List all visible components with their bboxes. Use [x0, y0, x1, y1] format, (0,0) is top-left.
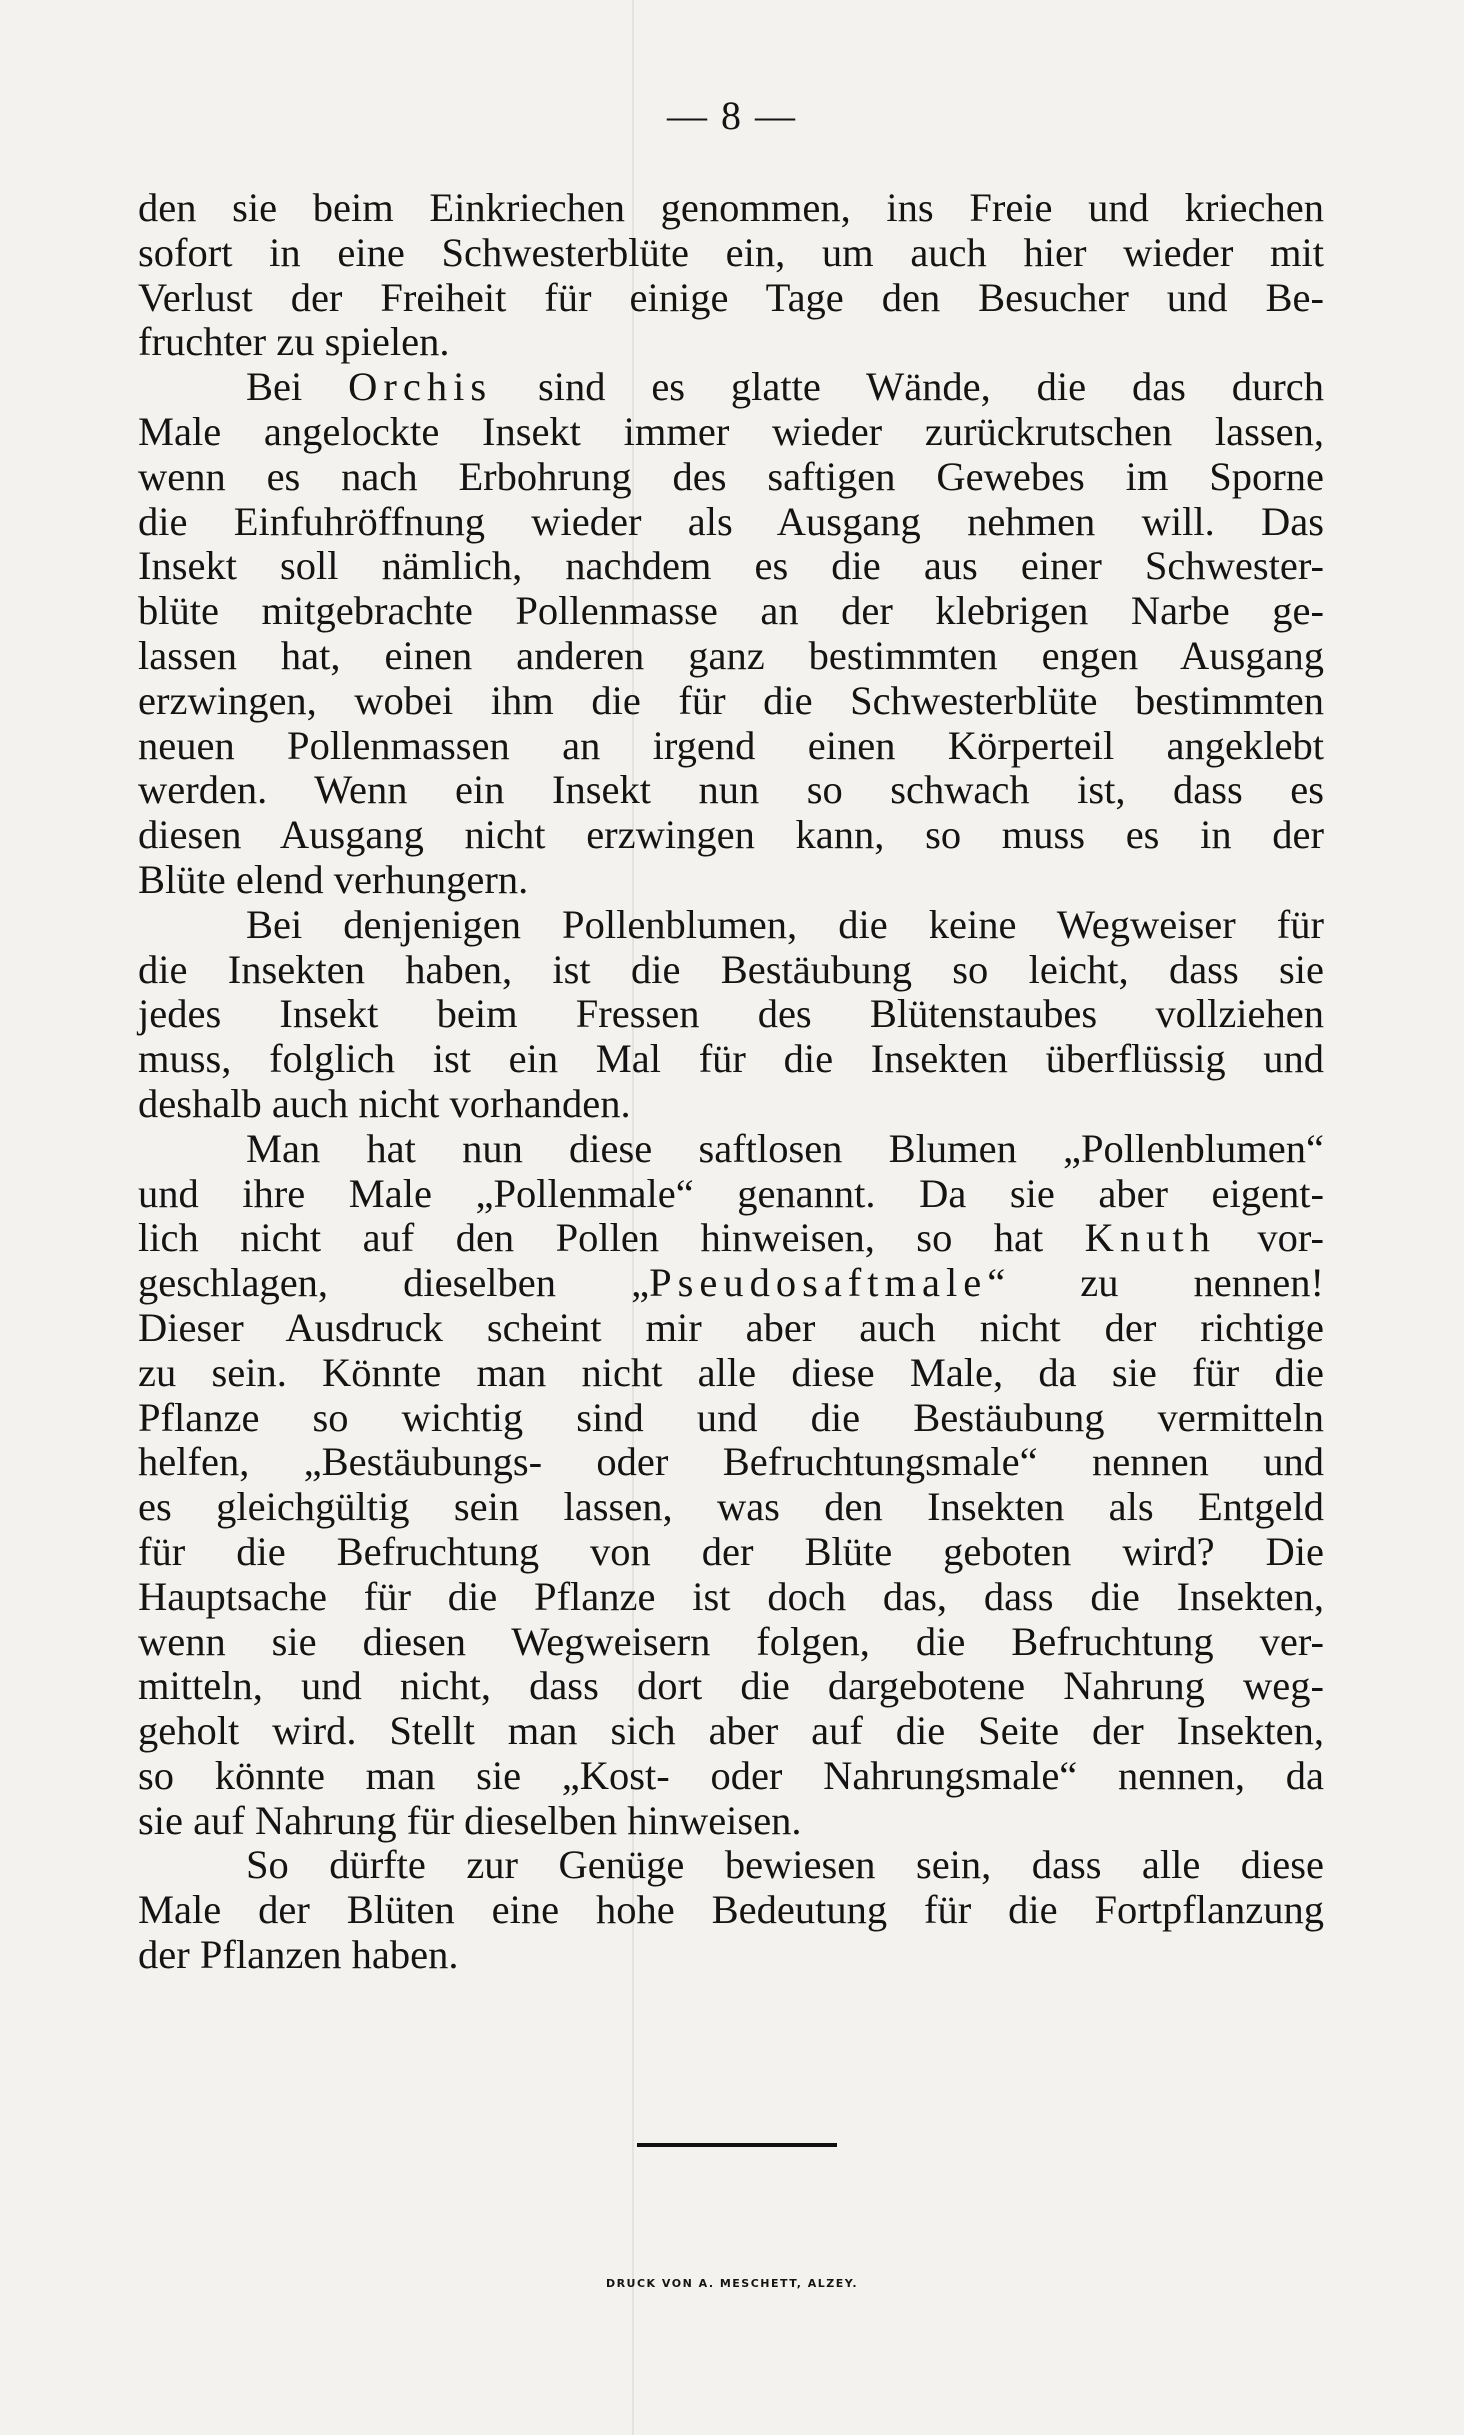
text-line: helfen, „Bestäubungs- oder Befruchtungsmale“ nennen und [138, 1439, 1324, 1485]
text-line: die Insekten haben, ist die Bestäubung so leicht, dass sie [138, 946, 1324, 992]
text-line: sofort in eine Schwesterblüte ein, um auch hier wieder mit [138, 229, 1324, 275]
text-line: die Einfuhröffnung wieder als Ausgang nehmen will. Das [138, 498, 1324, 544]
text-line: für die Befruchtung von der Blüte geboten wird? Die [138, 1528, 1324, 1574]
text-line: Male angelockte Insekt immer wieder zurückrutschen lassen, [138, 408, 1324, 454]
text-line: es gleichgültig sein lassen, was den Insekten als Entgeld [138, 1484, 1324, 1530]
paragraph-3 [138, 903, 1324, 1127]
printer-imprint: DRUCK VON A. MESCHETT, ALZEY. [605, 2277, 859, 2290]
paragraph-2 [138, 365, 1324, 903]
text-fragment: vor- [1257, 1215, 1325, 1261]
spaced-term-orchis: Orchis [348, 364, 493, 410]
end-rule [637, 2143, 837, 2147]
spaced-term-pseudosaftmale: Pseudosaftmale [649, 1260, 988, 1306]
text-fragment: geschlagen, dieselben „ [138, 1260, 650, 1306]
paragraph-4 [138, 1127, 1324, 1844]
text-fragment: lich nicht auf den Pollen hinweisen, so hat [138, 1215, 1044, 1261]
text-line: mitteln, und nicht, dass dort die dargebotene Nahrung weg- [138, 1663, 1324, 1709]
text-line: muss, folglich ist ein Mal für die Insekten überflüssig und [138, 1036, 1324, 1082]
text-line [138, 1261, 1324, 1306]
text-line: sie auf Nahrung für dieselben hinweisen. [138, 1797, 802, 1843]
page-number: — 8 — [667, 93, 797, 138]
text-line: Blüte elend verhungern. [138, 856, 529, 902]
text-line: den sie beim Einkriechen genommen, ins Freie und kriechen [138, 185, 1324, 230]
text-fragment: sind es glatte Wände, die das durch [537, 364, 1325, 410]
text-line: So dürfte zur Genüge bewiesen sein, dass alle diese [246, 1842, 1324, 1888]
text-line: Man hat nun diese saftlosen Blumen „Pollenblumen“ [246, 1125, 1324, 1171]
text-line: Insekt soll nämlich, nachdem es die aus einer Schwester- [138, 543, 1324, 589]
text-line: geholt wird. Stellt man sich aber auf die Seite der Insekten, [138, 1708, 1324, 1754]
text-line: der Pflanzen haben. [138, 1932, 459, 1978]
spaced-term-knuth: Knuth [1084, 1215, 1216, 1261]
text-line: Dieser Ausdruck scheint mir aber auch nicht der richtige [138, 1304, 1324, 1350]
text-line [138, 365, 1324, 410]
paragraph-1 [138, 186, 1324, 365]
text-line: Male der Blüten eine hohe Bedeutung für die Fortpflanzung [138, 1887, 1324, 1933]
text-line: Hauptsache für die Pflanze ist doch das, dass die Insekten, [138, 1573, 1324, 1619]
text-fragment: “ zu nennen! [987, 1260, 1324, 1306]
body-text [138, 186, 1324, 1978]
text-line: neuen Pollenmassen an irgend einen Körperteil angeklebt [138, 722, 1324, 768]
text-line: Verlust der Freiheit für einige Tage den Besucher und Be- [138, 274, 1324, 320]
text-line: Bei denjenigen Pollenblumen, die keine Wegweiser für [246, 901, 1324, 947]
text-line: so könnte man sie „Kost- oder Nahrungsmale“ nennen, da [138, 1752, 1324, 1798]
text-line: deshalb auch nicht vorhanden. [138, 1080, 631, 1126]
text-line: lassen hat, einen anderen ganz bestimmten engen Ausgang [138, 632, 1324, 678]
text-line: wenn es nach Erbohrung des saftigen Gewebes im Sporne [138, 453, 1324, 499]
text-line: jedes Insekt beim Fressen des Blütenstaubes vollziehen [138, 991, 1324, 1037]
text-line: werden. Wenn ein Insekt nun so schwach ist, dass es [138, 767, 1324, 813]
text-fragment: Bei [246, 364, 303, 410]
text-line: zu sein. Könnte man nicht alle diese Male, da sie für die [138, 1349, 1324, 1395]
text-line: blüte mitgebrachte Pollenmasse an der klebrigen Narbe ge- [138, 588, 1324, 634]
text-line: erzwingen, wobei ihm die für die Schwesterblüte bestimmten [138, 677, 1324, 723]
paragraph-5 [138, 1843, 1324, 1977]
text-line: fruchter zu spielen. [138, 319, 450, 365]
text-line: diesen Ausgang nicht erzwingen kann, so muss es in der [138, 812, 1324, 858]
text-line: wenn sie diesen Wegweisern folgen, die Befruchtung ver- [138, 1618, 1324, 1664]
text-line: und ihre Male „Pollenmale“ genannt. Da sie aber eigent- [138, 1170, 1324, 1216]
text-line [138, 1216, 1324, 1261]
text-line: Pflanze so wichtig sind und die Bestäubung vermitteln [138, 1394, 1324, 1440]
